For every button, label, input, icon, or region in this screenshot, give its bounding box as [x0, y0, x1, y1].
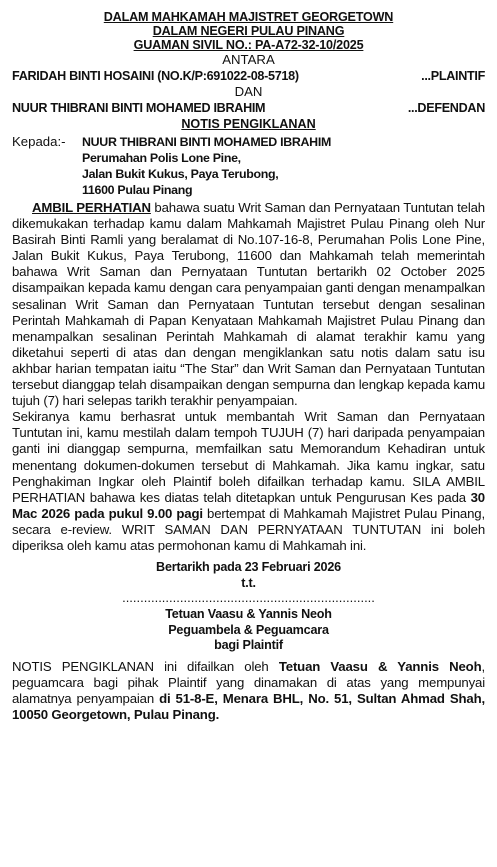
- defendant-name: NUUR THIBRANI BINTI MOHAMED IBRAHIM: [12, 101, 266, 115]
- addressee-address-2: Jalan Bukit Kukus, Paya Terubong,: [82, 167, 279, 181]
- footer-firm: Tetuan Vaasu & Yannis Neoh: [278, 658, 482, 674]
- addressee-address-1: Perumahan Polis Lone Pine,: [82, 151, 241, 165]
- paragraph-1-text: bahawa suatu Writ Saman dan Pernyataan Tuntutan telah dikemukakan terhadap kamu dalam Mahkamah Majistret Pulau Pinang oleh Nur Basirah Binti Ramli yang beralamat di No.107-16-8, Perumahan Polis Lone Pine, Jalan Bukit Kukus, Paya Terubong, 11600 dan Mahkamah telah memerintah bahawa Writ Saman dan Pernyataan Tuntutan bertarikh 02 October 2025 disampaikan kepada kamu dengan cara penyampaian ganti dengan menampalkan sesalinan Writ Saman dan Pernyataan Tuntutan tersebut dengan sesalinan Perintah Mahkamah di Papan Kenyataan Mahkamah Majistret Pulau Pinang dan menampalkan sesalinan Perintah Mahkamah di alamat terakhir kamu yang diketahui seperti di atas dan dengan mengiklankan satu notis dalam satu isu akhbar harian tempatan iaitu “The Star” dan Writ Saman dan Pernyataan Tuntutan tersebut dianggap telah disampaikan dengan sempurna dan lengkap kepada kamu tujuh (7) hari selepas tarikh terakhir penyampaian.: [12, 200, 485, 409]
- case-number: GUAMAN SIVIL NO.: PA-A72-32-10/2025: [133, 38, 364, 52]
- between-label: ANTARA: [222, 52, 275, 67]
- defendant-row: [12, 100, 485, 116]
- addressee-address-3: 11600 Pulau Pinang: [82, 183, 193, 197]
- defendant-role: ...DEFENDAN: [407, 101, 485, 115]
- notice-title: NOTIS PENGIKLANAN: [181, 117, 316, 131]
- plaintiff-role: ...PLAINTIF: [421, 69, 485, 83]
- addressee-lines: [82, 134, 331, 198]
- footer-address: di 51-8-E, Menara BHL, No. 51, Sultan Ahmad Shah, 10050 Georgetown, Pulau Pinang.: [12, 690, 485, 722]
- dated-line: Bertarikh pada 23 Februari 2026: [156, 560, 341, 575]
- court-state: DALAM NEGERI PULAU PINANG: [152, 24, 345, 38]
- addressee-name: NUUR THIBRANI BINTI MOHAMED IBRAHIM: [82, 135, 331, 149]
- plaintiff-name: FARIDAH BINTI HOSAINI (NO.K/P:691022-08-5718): [12, 69, 299, 83]
- notice-body: [12, 200, 485, 554]
- paragraph-2-text-b: bertempat di Mahkamah Majistret Pulau Pinang, secara e-review. WRIT SAMAN DAN PERNYATAAN TUNTUTAN ini boleh diperiksa oleh kamu atas permohonan kamu di Mahkamah ini.: [12, 505, 485, 553]
- court-name: DALAM MAHKAMAH MAJISTRET GEORGETOWN: [103, 10, 394, 24]
- signature-line: ......................................................................: [122, 590, 375, 606]
- firm-for: bagi Plaintif: [214, 638, 283, 653]
- paragraph-2: [12, 409, 485, 554]
- plaintiff-row: [12, 68, 485, 84]
- footer-text-b: , peguamcara bagi pihak Plaintif yang dinamakan di atas yang mempunyai alamatnya penyampaian: [12, 658, 485, 706]
- and-label: DAN: [234, 84, 263, 99]
- addressee-block: [12, 134, 485, 198]
- firm-role: Peguambela & Peguamcara: [168, 622, 329, 637]
- take-notice-lead: AMBIL PERHATIAN: [32, 200, 151, 215]
- footer-text-a: NOTIS PENGIKLANAN ini difailkan oleh: [12, 658, 279, 674]
- firm-name: Tetuan Vaasu & Yannis Neoh: [165, 607, 332, 622]
- paragraph-1: [12, 200, 485, 409]
- addressee-label: Kepada:-: [12, 134, 66, 149]
- case-management-date: 30 Mac 2026 pada pukul 9.00 pagi: [12, 489, 485, 521]
- footer-paragraph: [12, 659, 485, 723]
- signature-mark: t.t.: [241, 575, 256, 590]
- paragraph-2-text-a: Sekiranya kamu berhasrat untuk membantah Writ Saman dan Pernyataan Tuntutan ini, kamu mestilah dalam tempoh TUJUH (7) hari daripada penyampaian ganti ini dianggap sempurna, memfailkan satu Memorandum Kehadiran untuk menentang dokumen-dokumen tersebut di Mahkamah. Jika kamu ingkar, satu Penghakiman Ingkar oleh Plaintif boleh difailkan terhadap kamu. SILA AMBIL PERHATIAN bahawa kes diatas telah ditetapkan untuk Pengurusan Kes pada: [12, 409, 485, 505]
- footer-text: [12, 659, 485, 723]
